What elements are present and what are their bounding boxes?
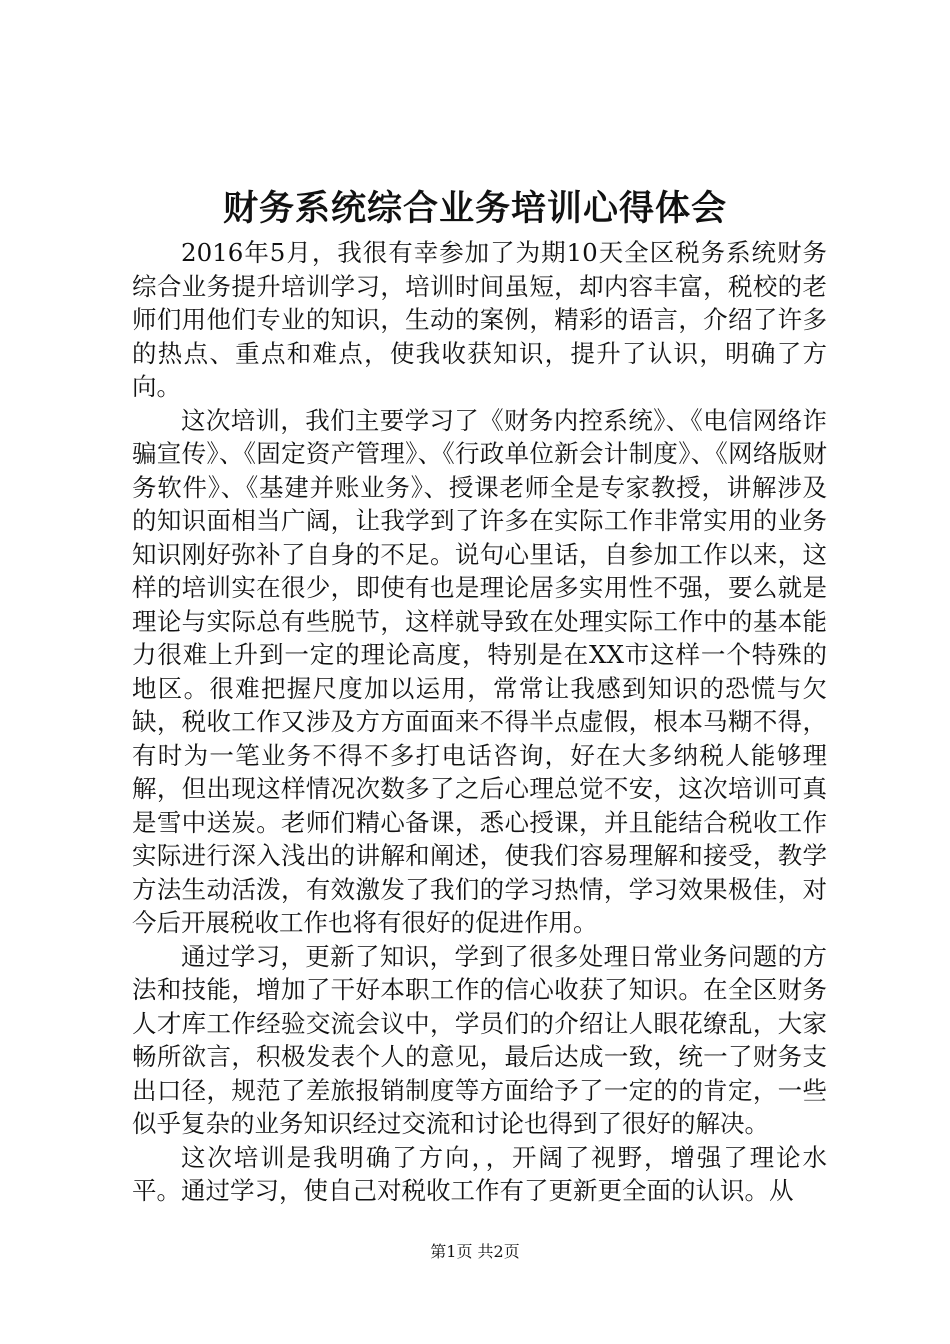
paragraph-3: 通过学习，更新了知识，学到了很多处理日常业务问题的方法和技能，增加了干好本职工作的信心收获了知识。在全区财务人才库工作经验交流会议中，学员们的介绍让人眼花缭乱，大家畅所欲言，积极发表个人的意见，最后达成一致，统一了财务支出口径，规范了差旅报销制度等方面给予了一定的的肯定，一些似乎复杂的业务知识经过交流和讨论也得到了很好的解决。	[132, 941, 827, 1138]
paragraph-2: 这次培训，我们主要学习了《财务内控系统》、《电信网络诈骗宣传》、《固定资产管理》、《行政单位新会计制度》、《网络版财务软件》、《基建并账业务》、授课老师全是专家教授，讲解涉及的知识面相当广阔，让我学到了许多在实际工作非常实用的业务知识刚好弥补了自身的不足。说句心里话，自参加工作以来，这样的培训实在很少，即使有也是理论居多实用性不强，要么就是理论与实际总有些脱节，这样就导致在处理实际工作中的基本能力很难上升到一定的理论高度，特别是在XX市这样一个特殊的地区。很难把握尺度加以运用，常常让我感到知识的恐慌与欠缺，税收工作又涉及方方面面来不得半点虚假，根本马糊不得，有时为一笔业务不得不多打电话咨询，好在大多纳税人能够理解，但出现这样情况次数多了之后心理总觉不安，这次培训可真是雪中送炭。老师们精心备课，悉心授课，并且能结合税收工作实际进行深入浅出的讲解和阐述，使我们容易理解和接受，教学方法生动活泼，有效激发了我们的学习热情，学习效果极佳，对今后开展税收工作也将有很好的促进作用。	[132, 405, 827, 937]
page-indicator: 第1页 共2页	[430, 1242, 520, 1261]
document-body	[132, 236, 827, 1208]
document-title: 财务系统综合业务培训心得体会	[222, 188, 727, 229]
page-footer	[0, 1240, 950, 1264]
paragraph-1: 2016年5月，我很有幸参加了为期10天全区税务系统财务综合业务提升培训学习，培训时间虽短，却内容丰富，税校的老师们用他们专业的知识，生动的案例，精彩的语言，介绍了许多的热点、重点和难点，使我收获知识，提升了认识，明确了方向。	[132, 238, 827, 401]
paragraph-4: 这次培训是我明确了方向，，开阔了视野，增强了理论水平。通过学习，使自己对税收工作有了更新更全面的认识。从	[132, 1142, 827, 1205]
